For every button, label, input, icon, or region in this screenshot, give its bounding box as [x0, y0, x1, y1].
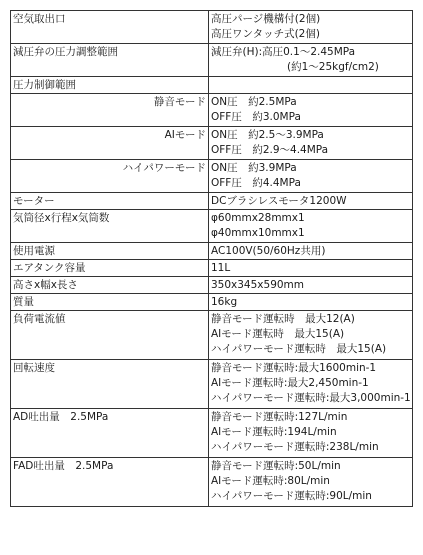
- row-value: [209, 77, 413, 94]
- row-value: [209, 127, 413, 160]
- row-label: 質量: [11, 294, 209, 311]
- value-line: 350x345x590mm: [211, 279, 305, 291]
- row-label: 静音モード: [11, 94, 209, 127]
- row-value: [209, 360, 413, 409]
- value-line: ON圧 約2.5～3.9MPa: [211, 129, 324, 141]
- row-label: AIモード: [11, 127, 209, 160]
- row-label: FAD吐出量 2.5MPa: [11, 458, 209, 507]
- value-line: OFF圧 約4.4MPa: [211, 177, 301, 189]
- value-line: DCブラシレスモータ1200W: [211, 195, 347, 207]
- table-row: [11, 458, 413, 507]
- row-value: [209, 94, 413, 127]
- row-label: 減圧弁の圧力調整範囲: [11, 44, 209, 77]
- value-line: 静音モード運転時:最大1600min-1: [211, 362, 377, 374]
- table-row: [11, 311, 413, 360]
- value-line: ハイパワーモード運転時:最大3,000min-1: [211, 392, 411, 404]
- value-line: AIモード運転時:最大2,450min-1: [211, 377, 369, 389]
- row-label: 回転速度: [11, 360, 209, 409]
- row-label: モーター: [11, 193, 209, 210]
- table-row: [11, 94, 413, 127]
- row-value: [209, 409, 413, 458]
- spec-table: [10, 10, 413, 507]
- row-value: [209, 260, 413, 277]
- table-row: [11, 409, 413, 458]
- value-line: 静音モード運転時:50L/min: [211, 460, 341, 472]
- row-value: [209, 243, 413, 260]
- row-label: 空気取出口: [11, 11, 209, 44]
- row-value: [209, 160, 413, 193]
- value-line: ハイパワーモード運転時 最大15(A): [211, 343, 387, 355]
- table-row: [11, 193, 413, 210]
- value-line: AIモード運転時:194L/min: [211, 426, 337, 438]
- row-value: [209, 311, 413, 360]
- row-label: 圧力制御範囲: [11, 77, 209, 94]
- row-label: 気筒径x行程x気筒数: [11, 210, 209, 243]
- table-row: [11, 294, 413, 311]
- row-value: [209, 210, 413, 243]
- value-line: AIモード運転時 最大15(A): [211, 328, 345, 340]
- value-line: (約1～25kgf/cm2): [287, 61, 379, 73]
- value-line: φ60mmx28mmx1: [211, 212, 305, 224]
- table-row: [11, 127, 413, 160]
- value-line: φ40mmx10mmx1: [211, 227, 305, 239]
- table-row: [11, 360, 413, 409]
- value-line: ON圧 約3.9MPa: [211, 162, 297, 174]
- value-line: AIモード運転時:80L/min: [211, 475, 330, 487]
- value-line: ハイパワーモード運転時:238L/min: [211, 441, 379, 453]
- value-line: [211, 78, 410, 93]
- table-row: [11, 277, 413, 294]
- value-line: 高圧ワンタッチ式(2個): [211, 28, 320, 40]
- value-line: 16kg: [211, 296, 238, 308]
- value-line: 静音モード運転時 最大12(A): [211, 313, 355, 325]
- row-label: 負荷電流値: [11, 311, 209, 360]
- table-row: [11, 260, 413, 277]
- table-row: [11, 160, 413, 193]
- row-label: AD吐出量 2.5MPa: [11, 409, 209, 458]
- row-value: [209, 277, 413, 294]
- row-value: [209, 193, 413, 210]
- value-line: OFF圧 約2.9～4.4MPa: [211, 144, 329, 156]
- row-value: [209, 44, 413, 77]
- row-label: 高さx幅x長さ: [11, 277, 209, 294]
- table-row: [11, 11, 413, 44]
- table-row: [11, 44, 413, 77]
- table-row: [11, 210, 413, 243]
- value-line: 減圧弁(H):高圧0.1～2.45MPa: [211, 46, 356, 58]
- value-line: 11L: [211, 262, 231, 274]
- row-value: [209, 294, 413, 311]
- row-value: [209, 458, 413, 507]
- value-line: 高圧パージ機構付(2個): [211, 13, 321, 25]
- table-row: [11, 77, 413, 94]
- value-line: ハイパワーモード運転時:90L/min: [211, 490, 372, 502]
- row-label: エアタンク容量: [11, 260, 209, 277]
- value-line: 静音モード運転時:127L/min: [211, 411, 348, 423]
- value-line: AC100V(50/60Hz共用): [211, 245, 326, 257]
- value-line: OFF圧 約3.0MPa: [211, 111, 301, 123]
- row-label: ハイパワーモード: [11, 160, 209, 193]
- table-row: [11, 243, 413, 260]
- row-label: 使用電源: [11, 243, 209, 260]
- row-value: [209, 11, 413, 44]
- value-line: ON圧 約2.5MPa: [211, 96, 297, 108]
